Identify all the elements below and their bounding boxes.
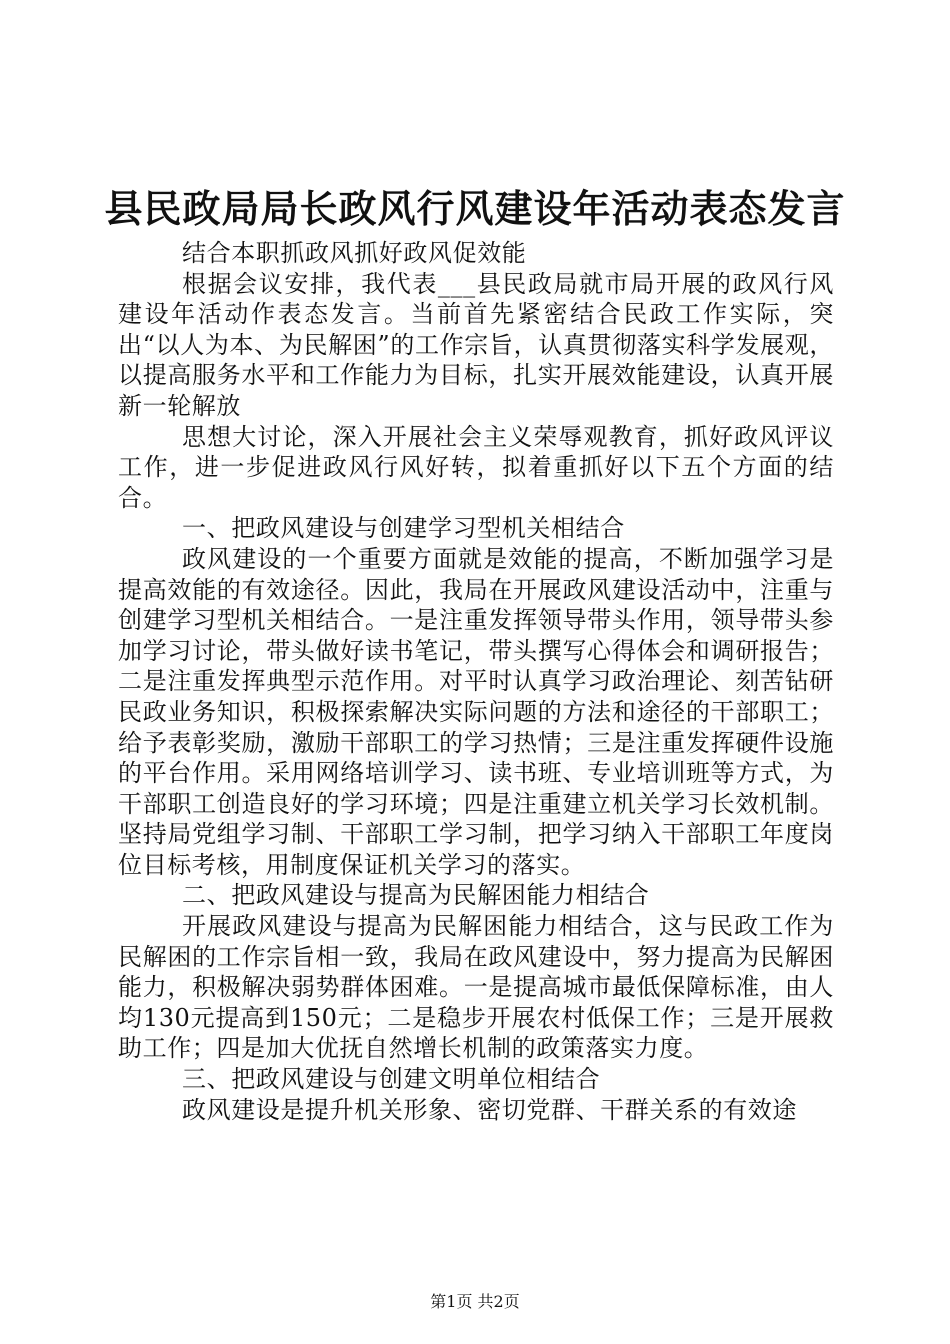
document-body: [118, 238, 834, 1125]
paragraph: 思想大讨论，深入开展社会主义荣辱观教育，抓好政风评议工作，进一步促进政风行风好转，拟着重抓好以下五个方面的结合。: [118, 422, 834, 512]
paragraph-subtitle: 结合本职抓政风抓好政风促效能: [182, 239, 527, 267]
page-number-footer: 第1页 共2页: [430, 1292, 520, 1311]
paragraph: 根据会议安排，我代表___县民政局就市局开展的政风行风建设年活动作表态发言。当前首先紧密结合民政工作实际，突出“以人为本、为民解困”的工作宗旨，认真贯彻落实科学发展观，以提高服务水平和工作能力为目标，扎实开展效能建设，认真开展新一轮解放: [118, 269, 834, 420]
document-title: 县民政局局长政风行风建设年活动表态发言: [104, 186, 846, 231]
paragraph: 政风建设是提升机关形象、密切党群、干群关系的有效途: [182, 1095, 797, 1124]
section-heading-1: 一、把政风建设与创建学习型机关相结合: [182, 514, 625, 543]
section-heading-2: 二、把政风建设与提高为民解困能力相结合: [182, 881, 650, 910]
paragraph: 开展政风建设与提高为民解困能力相结合，这与民政工作为民解困的工作宗旨相一致，我局在政风建设中，努力提高为民解困能力，积极解决弱势群体困难。一是提高城市最低保障标准，由人均130元提高到150元；二是稳步开展农村低保工作；三是开展救助工作；四是加大优抚自然增长机制的政策落实力度。: [118, 912, 834, 1063]
section-heading-3: 三、把政风建设与创建文明单位相结合: [182, 1065, 601, 1094]
paragraph: 政风建设的一个重要方面就是效能的提高，不断加强学习是提高效能的有效途径。因此，我局在开展政风建设活动中，注重与创建学习型机关相结合。一是注重发挥领导带头作用，领导带头参加学习讨论，带头做好读书笔记，带头撰写心得体会和调研报告；二是注重发挥典型示范作用。对平时认真学习政治理论、刻苦钻研民政业务知识，积极探索解决实际问题的方法和途径的干部职工；给予表彰奖励，激励干部职工的学习热情；三是注重发挥硬件设施的平台作用。采用网络培训学习、读书班、专业培训班等方式，为干部职工创造良好的学习环境；四是注重建立机关学习长效机制。坚持局党组学习制、干部职工学习制，把学习纳入干部职工年度岗位目标考核，用制度保证机关学习的落实。: [118, 544, 834, 879]
